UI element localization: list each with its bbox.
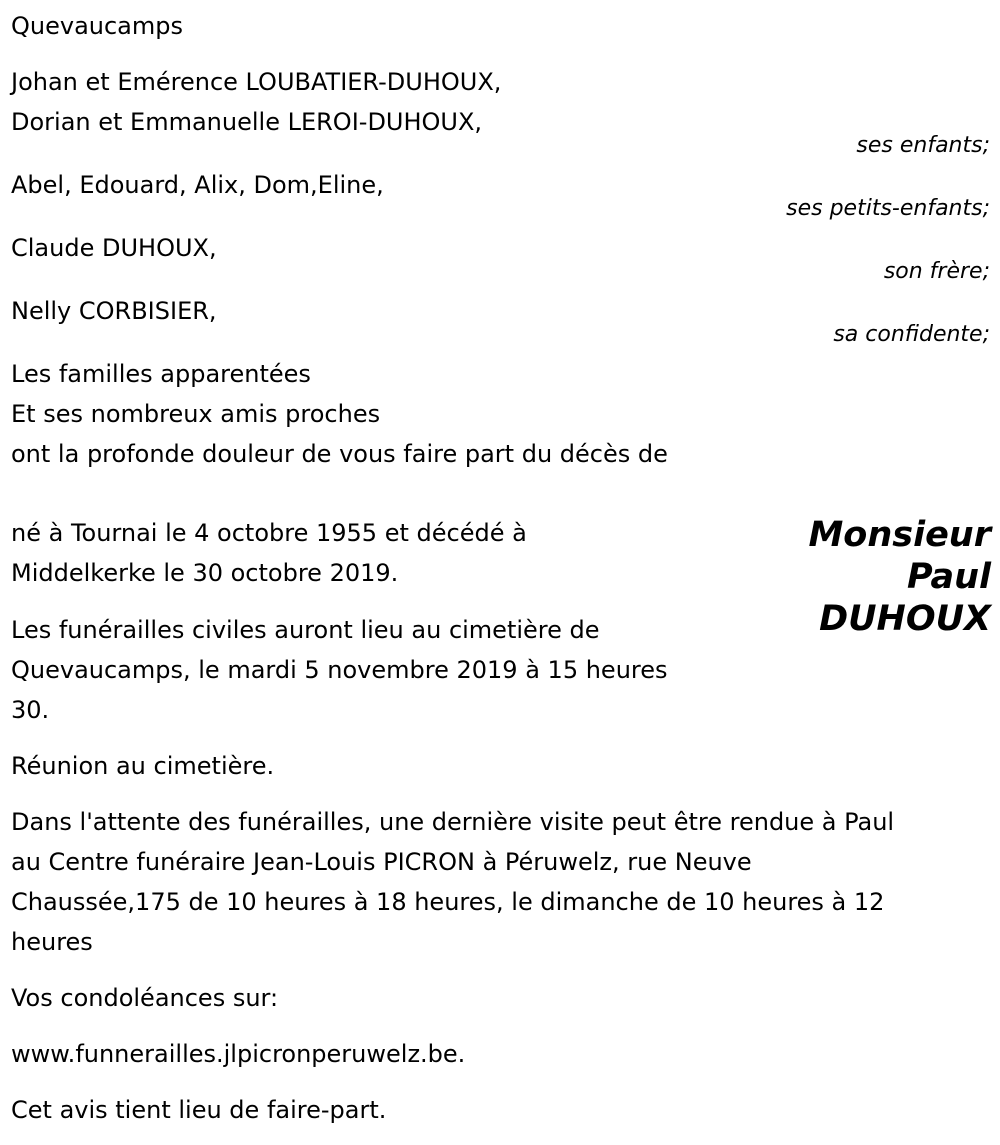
condolences-website[interactable]: www.funnerailles.jlpicronperuwelz.be. [11, 1040, 466, 1068]
locality: Quevaucamps [11, 12, 184, 40]
children-line-2: Dorian et Emmanuelle LEROI-DUHOUX, [11, 108, 483, 136]
meeting-line: Réunion au cimetière. [11, 752, 275, 780]
deceased-last-name: DUHOUX [819, 599, 991, 639]
confidante-relation: sa confidente; [833, 322, 990, 347]
grandchildren-line: Abel, Edouard, Alix, Dom,Eline, [11, 171, 384, 199]
visit-line-4: heures [11, 928, 93, 956]
visit-line-1: Dans l'attente des funérailles, une dernière visite peut être rendue à Paul [11, 808, 895, 836]
brother-relation: son frère; [883, 259, 990, 284]
deceased-name [808, 514, 991, 640]
friends-line: Et ses nombreux amis proches [11, 400, 381, 428]
funeral-line-2: Quevaucamps, le mardi 5 novembre 2019 à 15 heures [11, 656, 668, 684]
funeral-line-3: 30. [11, 696, 50, 724]
children-relation: ses enfants; [856, 133, 990, 158]
grandchildren-relation: ses petits-enfants; [786, 196, 990, 221]
birth-death-line-2: Middelkerke le 30 octobre 2019. [11, 559, 399, 587]
confidante-line: Nelly CORBISIER, [11, 297, 217, 325]
visit-line-2: au Centre funéraire Jean-Louis PICRON à Péruwelz, rue Neuve [11, 848, 752, 876]
families-line: Les familles apparentées [11, 360, 311, 388]
brother-line: Claude DUHOUX, [11, 234, 217, 262]
children-line-1: Johan et Emérence LOUBATIER-DUHOUX, [11, 68, 502, 96]
deceased-first-name: Paul [907, 557, 991, 597]
notice-line: Cet avis tient lieu de faire-part. [11, 1096, 387, 1124]
funeral-line-1: Les funérailles civiles auront lieu au cimetière de [11, 616, 600, 644]
announcement-line: ont la profonde douleur de vous faire part du décès de [11, 440, 668, 468]
visit-line-3: Chaussée,175 de 10 heures à 18 heures, le dimanche de 10 heures à 12 [11, 888, 885, 916]
deceased-title: Monsieur [808, 515, 991, 555]
birth-death-line-1: né à Tournai le 4 octobre 1955 et décédé à [11, 519, 527, 547]
condolences-label: Vos condoléances sur: [11, 984, 279, 1012]
